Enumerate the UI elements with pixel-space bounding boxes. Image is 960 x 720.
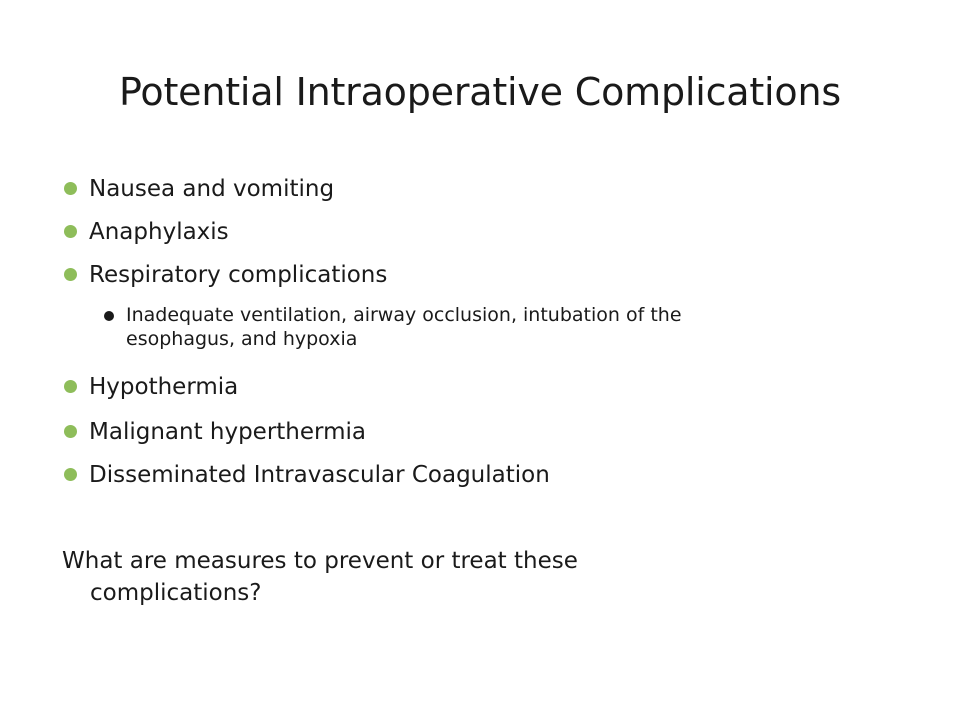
bullet-item [89,370,238,404]
sub-bullet-text-line1: Inadequate ventilation, airway occlusion, intubation of the [126,304,682,326]
slide-title: Potential Intraoperative Complications [119,70,841,114]
bullet-text: Nausea and vomiting [89,176,335,202]
green-bullet-icon [64,225,77,238]
bullet-text: Respiratory complications [89,262,388,288]
bullet-text: Disseminated Intravascular Coagulation [89,462,550,488]
bullet-text: Malignant hyperthermia [89,419,366,445]
green-bullet-icon [64,468,77,481]
bullet-item [89,258,387,292]
bullet-text: Anaphylaxis [89,219,229,245]
question-line2: complications? [90,580,262,606]
sub-bullet-item [126,303,896,351]
bullet-item [89,415,366,449]
bullet-text: Hypothermia [89,374,239,400]
question-line1: What are measures to prevent or treat these [62,548,578,574]
green-bullet-icon [64,268,77,281]
green-bullet-icon [64,380,77,393]
green-bullet-icon [64,182,77,195]
bullet-item [89,458,550,492]
question-text [62,545,802,609]
bullet-item [89,215,229,249]
sub-bullet-text-line2: esophagus, and hypoxia [126,328,358,350]
green-bullet-icon [64,425,77,438]
bullet-item [89,172,334,206]
black-bullet-icon [104,311,114,321]
